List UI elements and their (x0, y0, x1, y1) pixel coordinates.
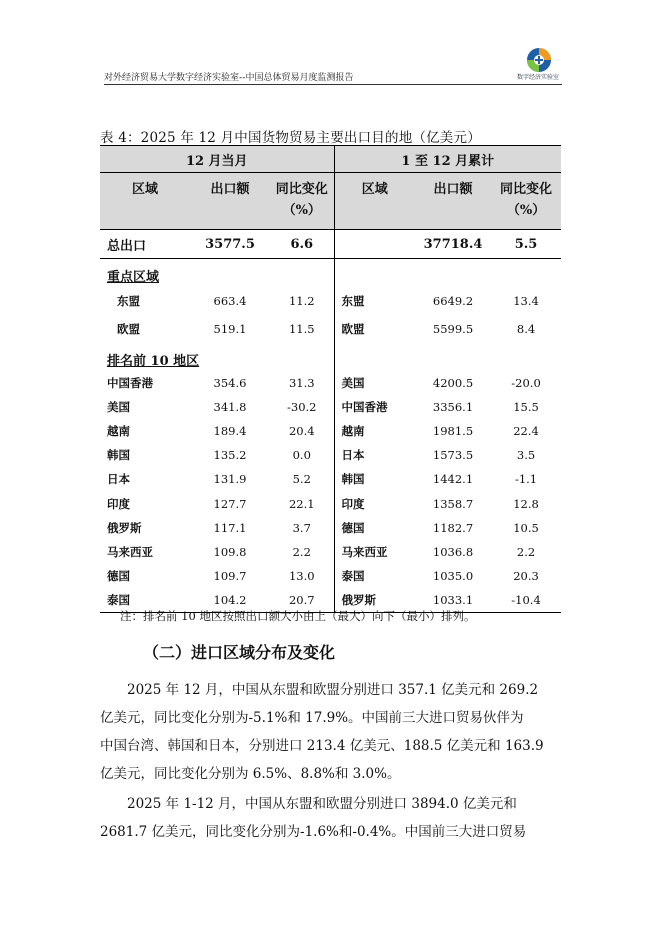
cumulative-value-cell: 4200.5 (432, 375, 474, 390)
cumulative-value-cell: 1981.5 (432, 423, 474, 438)
cumulative-yoy-cell: 8.4 (516, 321, 536, 336)
monthly-region-cell: 中国香港 (107, 375, 153, 390)
cumulative-yoy-cell: -1.1 (514, 472, 538, 487)
monthly-region-cell: 韩国 (107, 448, 130, 463)
table-row (100, 315, 561, 343)
cumulative-region-cell: 俄罗斯 (334, 588, 415, 612)
cumulative-value-cell: 1036.8 (432, 544, 474, 559)
monthly-yoy-cell: -30.2 (270, 395, 334, 419)
monthly-region-cell: 日本 (107, 472, 130, 487)
section-row-key-regions (100, 259, 561, 287)
section-label-top10: 排名前 10 地区 (107, 353, 200, 369)
monthly-yoy-cell: 11.5 (270, 315, 334, 343)
monthly-value-cell: 104.2 (190, 588, 270, 612)
monthly-value-cell: 189.4 (213, 423, 247, 438)
cumulative-region-cell: 越南 (341, 423, 365, 438)
monthly-value-cell: 341.8 (213, 399, 247, 414)
monthly-yoy-cell: 11.2 (270, 287, 334, 315)
table-row (100, 419, 561, 443)
paragraph-line: 亿美元，同比变化分别为-5.1%和 17.9%。中国前三大进口贸易伙伴为 (100, 710, 524, 726)
cumulative-value-cell: 1573.5 (432, 448, 474, 463)
table-row (100, 564, 561, 588)
page-header (104, 64, 562, 85)
cumulative-value-cell: 1442.1 (432, 472, 474, 487)
table-row (100, 395, 561, 419)
cumulative-value-cell: 5599.5 (432, 321, 474, 336)
monthly-yoy-cell: 31.3 (270, 371, 334, 395)
monthly-value-cell: 135.2 (213, 448, 247, 463)
cumulative-yoy-cell: 20.3 (513, 569, 539, 584)
paragraph-line: 2681.7 亿美元，同比变化分别为-1.6%和-0.4%。中国前三大进口贸易 (100, 824, 527, 840)
col-header-export: 出口额 (415, 173, 491, 230)
table-caption: 表 4：2025 年 12 月中国货物贸易主要出口目的地（亿美元） (100, 130, 481, 146)
cumulative-region-cell: 韩国 (341, 472, 365, 487)
cumulative-region-cell: 欧盟 (341, 321, 365, 336)
total-row (100, 230, 561, 259)
paragraph-line: 2025 年 12 月，中国从东盟和欧盟分别进口 357.1 亿美元和 269.2 (100, 682, 539, 698)
key-regions-body (100, 287, 561, 343)
cumulative-yoy-cell: 12.8 (513, 496, 539, 511)
group-header-cumulative: 1 至 12 月累计 (334, 146, 561, 173)
cumulative-yoy-cell: -10.4 (491, 588, 561, 612)
col-header-export: 出口额 (190, 173, 270, 230)
table-row (100, 540, 561, 564)
section-label-key-regions: 重点区域 (107, 269, 160, 285)
table-row (100, 516, 561, 540)
monthly-value-cell: 109.7 (213, 569, 247, 584)
cumulative-value-cell: 1358.7 (432, 496, 474, 511)
total-monthly-yoy: 6.6 (270, 230, 334, 259)
monthly-value-cell: 663.4 (213, 293, 247, 308)
table-column-header (100, 173, 561, 230)
col-header-region: 区域 (100, 173, 190, 230)
total-monthly-value: 3577.5 (190, 230, 270, 259)
cumulative-yoy-cell: 13.4 (513, 293, 539, 308)
paragraph-line: 2025 年 1-12 月，中国从东盟和欧盟分别进口 3894.0 亿美元和 (100, 796, 517, 812)
cumulative-value-cell: 3356.1 (432, 399, 474, 414)
cumulative-yoy-cell: 15.5 (513, 399, 539, 414)
monthly-region-cell: 印度 (107, 496, 130, 511)
export-destination-table (100, 145, 561, 613)
logo-label: 数字经济实验室 (516, 74, 559, 81)
cumulative-region-cell: 中国香港 (341, 399, 388, 414)
cumulative-yoy-cell: 3.5 (516, 448, 536, 463)
monthly-region-cell: 欧盟 (117, 321, 140, 336)
table-row (100, 287, 561, 315)
paragraph-line: 亿美元，同比变化分别为 6.5%、8.8%和 3.0%。 (100, 766, 401, 782)
cumulative-yoy-cell: 2.2 (516, 544, 536, 559)
monthly-yoy-cell: 22.1 (270, 491, 334, 515)
cumulative-value-cell: 1033.1 (415, 588, 491, 612)
monthly-region-cell: 马来西亚 (107, 544, 153, 559)
monthly-value-cell: 354.6 (213, 375, 247, 390)
monthly-value-cell: 117.1 (213, 520, 247, 535)
cumulative-value-cell: 6649.2 (432, 293, 474, 308)
monthly-yoy-cell: 13.0 (270, 564, 334, 588)
col-header-yoy: 同比变化（%） (491, 173, 561, 230)
top10-regions-body (100, 371, 561, 613)
table-note: 注：排名前 10 地区按照出口额大小由上（最大）向下（最小）排列。 (120, 609, 476, 623)
total-label: 总出口 (100, 230, 190, 259)
table-group-header (100, 146, 561, 173)
monthly-yoy-cell: 2.2 (270, 540, 334, 564)
monthly-value-cell: 127.7 (213, 496, 247, 511)
table-row (100, 443, 561, 467)
monthly-yoy-cell: 5.2 (270, 467, 334, 491)
cumulative-region-cell: 马来西亚 (341, 544, 388, 559)
monthly-yoy-cell: 20.7 (270, 588, 334, 612)
table-row (100, 371, 561, 395)
table-row (100, 491, 561, 515)
monthly-region-cell: 美国 (107, 399, 130, 414)
total-empty-cell (334, 230, 415, 259)
cumulative-region-cell: 美国 (341, 375, 365, 390)
col-header-yoy: 同比变化（%） (270, 173, 334, 230)
cumulative-yoy-cell: -20.0 (511, 375, 541, 390)
section-row-top10 (100, 343, 561, 371)
cumulative-yoy-cell: 10.5 (513, 520, 539, 535)
monthly-yoy-cell: 0.0 (270, 443, 334, 467)
cumulative-region-cell: 日本 (341, 448, 365, 463)
cumulative-region-cell: 泰国 (341, 569, 365, 584)
monthly-region-cell: 德国 (107, 569, 130, 584)
cumulative-value-cell: 1035.0 (432, 569, 474, 584)
cumulative-region-cell: 印度 (341, 496, 365, 511)
cumulative-yoy-cell: 22.4 (513, 423, 539, 438)
total-cumulative-yoy: 5.5 (491, 230, 561, 259)
cumulative-region-cell: 东盟 (341, 293, 365, 308)
cumulative-value-cell: 1182.7 (432, 520, 474, 535)
monthly-region-cell: 泰国 (100, 588, 190, 612)
monthly-region-cell: 俄罗斯 (107, 520, 142, 535)
paragraph-2 (100, 790, 562, 846)
section-heading: （二）进口区域分布及变化 (143, 643, 336, 662)
paragraph-line: 中国台湾、韩国和日本，分别进口 213.4 亿美元、188.5 亿美元和 163.9 (100, 738, 544, 754)
monthly-yoy-cell: 3.7 (270, 516, 334, 540)
monthly-yoy-cell: 20.4 (270, 419, 334, 443)
monthly-value-cell: 109.8 (213, 544, 247, 559)
total-cumulative-value: 37718.4 (415, 230, 491, 259)
table-row (100, 467, 561, 491)
col-header-region: 区域 (334, 173, 415, 230)
header-title: 对外经济贸易大学数字经济实验室--中国总体贸易月度监测报告 (104, 73, 354, 83)
monthly-value-cell: 131.9 (213, 472, 247, 487)
group-header-monthly: 12 月当月 (100, 146, 334, 173)
monthly-value-cell: 519.1 (213, 321, 247, 336)
paragraph-1 (100, 676, 562, 788)
cumulative-region-cell: 德国 (341, 520, 365, 535)
monthly-region-cell: 越南 (107, 423, 130, 438)
monthly-region-cell: 东盟 (117, 293, 140, 308)
